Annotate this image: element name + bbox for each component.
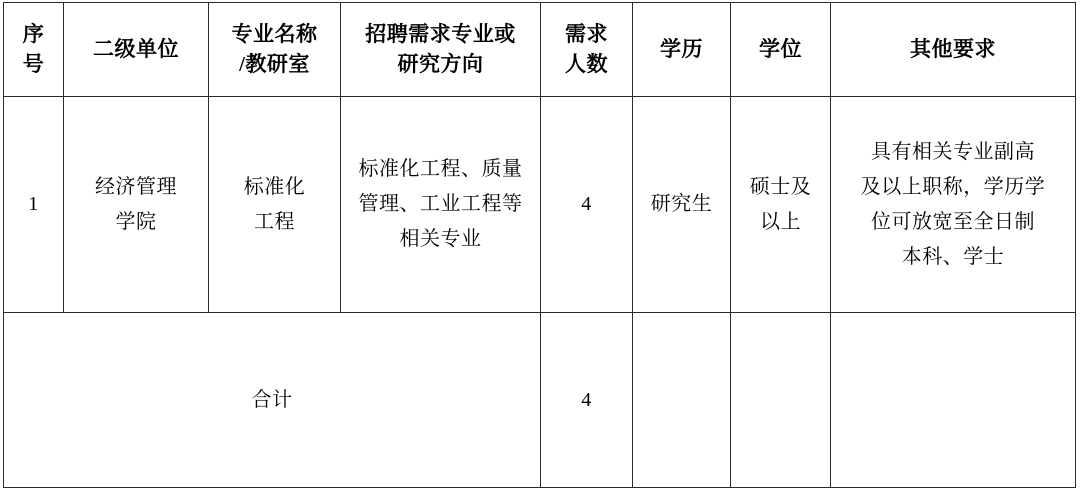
header-other-line-1: 其他要求 [910,36,996,61]
cell-unit [64,97,209,313]
cell-need [341,97,541,313]
cell-unit-line-1: 经济管理 [95,175,177,198]
header-seq-line-1: 序 [22,21,45,46]
table-row [4,97,1076,313]
total-degree [731,313,831,488]
header-cell-unit [64,3,209,97]
table-header-row [4,3,1076,97]
header-cell-need [341,3,541,97]
table-body [4,97,1076,488]
total-education [633,313,731,488]
header-need-line-1: 招聘需求专业或 [365,21,516,46]
header-seq-line-2: 号 [22,51,45,76]
cell-other [831,97,1076,313]
table-total-row [4,313,1076,488]
header-education-line-1: 学历 [660,36,703,61]
header-need-line-2: 研究方向 [397,51,484,76]
cell-need-line-3: 相关专业 [399,228,482,250]
cell-seq: 1 [4,97,64,313]
cell-other-line-4: 本科、学士 [901,245,1005,268]
header-cell-count [541,3,633,97]
cell-degree-line-2: 以上 [760,210,801,233]
cell-degree-line-1: 硕士及 [749,175,812,198]
header-major-line-1: 专业名称 [231,21,318,46]
cell-other-line-1: 具有相关专业副高 [871,140,1035,163]
cell-education [633,97,731,313]
header-count-line-2: 人数 [565,51,608,76]
recruitment-table [3,2,1076,488]
header-cell-major [209,3,341,97]
recruitment-table-sheet [0,2,1080,504]
cell-major-line-1: 标准化 [243,175,306,198]
header-major-line-2: /教研室 [239,51,310,76]
header-cell-seq [4,3,64,97]
cell-degree [731,97,831,313]
total-count: 4 [541,313,633,488]
cell-unit-line-2: 学院 [115,210,157,233]
header-cell-degree [731,3,831,97]
cell-major-line-2: 工程 [254,210,295,233]
header-unit-line-1: 二级单位 [93,36,179,61]
cell-other-line-2: 及以上职称，学历学 [860,175,1046,198]
header-count-line-1: 需求 [565,21,608,46]
cell-need-line-2: 管理、工业工程等 [358,193,523,215]
total-other [831,313,1076,488]
cell-education-line-1: 研究生 [650,193,713,215]
cell-count: 4 [541,97,633,313]
cell-major [209,97,341,313]
total-label: 合计 [4,313,541,488]
table-header [4,3,1076,97]
header-cell-education [633,3,731,97]
header-cell-other [831,3,1076,97]
cell-other-line-3: 位可放宽至全日制 [871,210,1035,233]
cell-need-line-1: 标准化工程、质量 [358,158,523,180]
header-degree-line-1: 学位 [759,36,802,61]
